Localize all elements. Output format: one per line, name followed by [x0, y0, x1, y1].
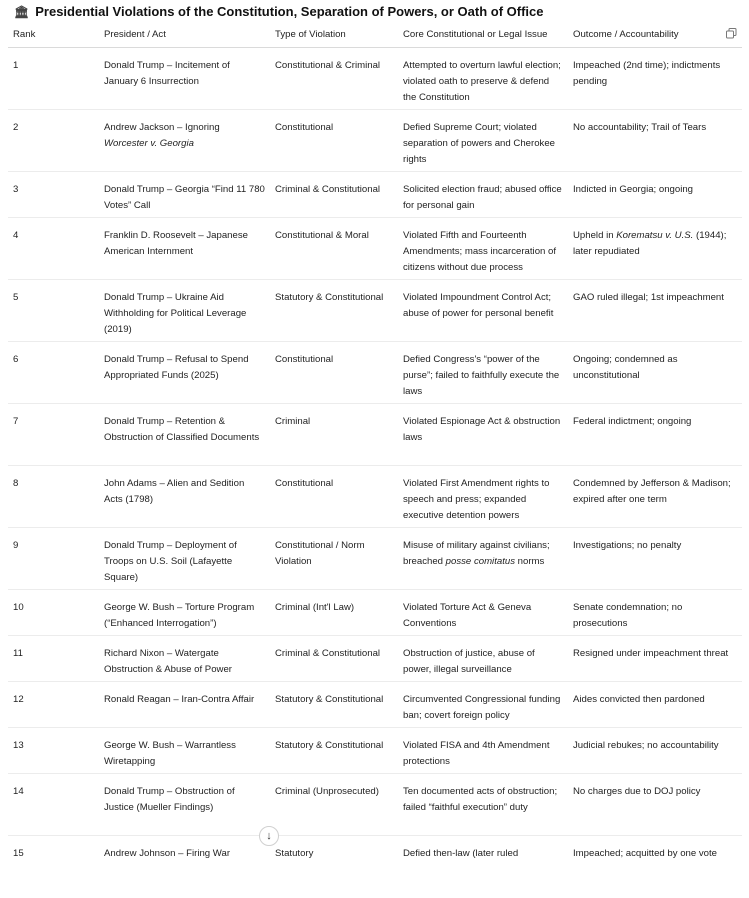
cell-rank: 15	[13, 848, 24, 859]
arrow-down-icon: ↓	[266, 830, 272, 842]
table-title-text: Presidential Violations of the Constitution, Separation of Powers, or Oath of Office	[35, 4, 544, 19]
table-row	[8, 48, 742, 110]
cell-president: Franklin D. Roosevelt – Japanese American Internment	[99, 218, 270, 280]
cell-rank: 12	[8, 682, 99, 728]
table-row	[8, 682, 742, 728]
scroll-down-button[interactable]	[259, 826, 279, 846]
cell-rank: 8	[8, 466, 99, 528]
cell-rank: 5	[8, 280, 99, 342]
cell-president: George W. Bush – Torture Program (“Enhanced Interrogation”)	[99, 590, 270, 636]
cell-type: Criminal	[270, 404, 398, 466]
cell-outcome: Impeached; acquitted by one vote	[573, 848, 718, 859]
table-row	[8, 404, 742, 466]
table-row	[8, 774, 742, 836]
cell-rank: 13	[8, 728, 99, 774]
cell-rank: 11	[8, 636, 99, 682]
cell-president: Donald Trump – Obstruction of Justice (Mueller Findings)	[99, 774, 270, 836]
cell-outcome: Ongoing; condemned as unconstitutional	[568, 342, 742, 404]
legal-term: posse comitatus	[445, 556, 515, 567]
cell-core: Defied Supreme Court; violated separation of powers and Cherokee rights	[398, 110, 568, 172]
table-header-row	[8, 25, 742, 48]
cell-outcome-text: (1944); later repudiated	[573, 230, 727, 257]
cell-rank: 3	[8, 172, 99, 218]
cell-outcome: Aides convicted then pardoned	[568, 682, 742, 728]
cell-type: Statutory & Constitutional	[270, 682, 398, 728]
cell-rank: 4	[8, 218, 99, 280]
cell-president: John Adams – Alien and Sedition Acts (1798)	[99, 466, 270, 528]
header-rank: Rank	[8, 25, 99, 48]
cell-outcome: Resigned under impeachment threat	[568, 636, 742, 682]
table-row	[8, 728, 742, 774]
cell-type: Constitutional	[270, 110, 398, 172]
cell-type: Constitutional / Norm Violation	[270, 528, 398, 590]
cell-core: Solicited election fraud; abused office for personal gain	[398, 172, 568, 218]
cell-rank: 7	[8, 404, 99, 466]
cell-president: Donald Trump – Refusal to Spend Appropriated Funds (2025)	[99, 342, 270, 404]
cell-core: Obstruction of justice, abuse of power, illegal surveillance	[398, 636, 568, 682]
cell-outcome: Investigations; no penalty	[568, 528, 742, 590]
cell-outcome-text: Upheld in	[573, 230, 617, 241]
cell-rank: 14	[8, 774, 99, 836]
table-title	[14, 4, 544, 19]
cell-type: Statutory & Constitutional	[270, 280, 398, 342]
cell-president: George W. Bush – Warrantless Wiretapping	[99, 728, 270, 774]
cell-president: Donald Trump – Georgia “Find 11 780 Votes” Call	[99, 172, 270, 218]
cell-president: Donald Trump – Ukraine Aid Withholding for Political Leverage (2019)	[99, 280, 270, 342]
table-row	[8, 172, 742, 218]
cell-type: Statutory & Constitutional	[270, 728, 398, 774]
cell-type: Statutory	[275, 848, 314, 859]
cell-rank: 10	[8, 590, 99, 636]
cell-president: Andrew Johnson – Firing War	[104, 848, 231, 859]
cell-type: Criminal & Constitutional	[270, 636, 398, 682]
classical-building-icon: 🏛	[14, 4, 30, 19]
cell-outcome: GAO ruled illegal; 1st impeachment	[568, 280, 742, 342]
header-type: Type of Violation	[270, 25, 398, 48]
cell-type: Criminal (Int'l Law)	[270, 590, 398, 636]
cell-type: Constitutional & Criminal	[270, 48, 398, 110]
cell-president: Ronald Reagan – Iran-Contra Affair	[99, 682, 270, 728]
cell-core-text: Misuse of military against civilians; breached	[403, 540, 550, 567]
cell-core: Violated Fifth and Fourteenth Amendments; mass incarceration of citizens without due process	[398, 218, 568, 280]
cell-rank: 1	[8, 48, 99, 110]
cell-president: Donald Trump – Incitement of January 6 Insurrection	[99, 48, 270, 110]
cell-type: Constitutional	[270, 342, 398, 404]
cell-outcome: No charges due to DOJ policy	[568, 774, 742, 836]
cell-type: Constitutional	[270, 466, 398, 528]
cell-rank: 2	[8, 110, 99, 172]
table-row	[8, 110, 742, 172]
cell-core-text: norms	[515, 556, 545, 567]
cell-outcome	[568, 218, 742, 280]
cell-president: Richard Nixon – Watergate Obstruction & Abuse of Power	[99, 636, 270, 682]
cell-outcome: Senate condemnation; no prosecutions	[568, 590, 742, 636]
cell-president: Donald Trump – Deployment of Troops on U.S. Soil (Lafayette Square)	[99, 528, 270, 590]
table-row	[8, 528, 742, 590]
cell-outcome: Impeached (2nd time); indictments pending	[568, 48, 742, 110]
cell-outcome: Judicial rebukes; no accountability	[568, 728, 742, 774]
cell-rank: 6	[8, 342, 99, 404]
table-row	[8, 218, 742, 280]
cell-core: Violated Espionage Act & obstruction laws	[398, 404, 568, 466]
cell-core: Violated Torture Act & Geneva Conventions	[398, 590, 568, 636]
cell-core: Violated Impoundment Control Act; abuse of power for personal benefit	[398, 280, 568, 342]
cell-core: Violated First Amendment rights to speech and press; expanded executive detention powers	[398, 466, 568, 528]
table-row	[8, 836, 742, 898]
cell-type: Constitutional & Moral	[270, 218, 398, 280]
cell-outcome: Condemned by Jefferson & Madison; expired after one term	[568, 466, 742, 528]
table-row	[8, 342, 742, 404]
cell-core: Ten documented acts of obstruction; failed “faithful execution” duty	[398, 774, 568, 836]
cell-outcome: No accountability; Trail of Tears	[568, 110, 742, 172]
header-core: Core Constitutional or Legal Issue	[398, 25, 568, 48]
cell-core: Defied Congress's “power of the purse”; failed to faithfully execute the laws	[398, 342, 568, 404]
cell-core: Circumvented Congressional funding ban; covert foreign policy	[398, 682, 568, 728]
cell-core: Attempted to overturn lawful election; violated oath to preserve & defend the Constitution	[398, 48, 568, 110]
case-name: Korematsu v. U.S.	[616, 230, 694, 241]
header-outcome: Outcome / Accountability	[568, 25, 742, 48]
cell-outcome: Federal indictment; ongoing	[568, 404, 742, 466]
cell-type: Criminal (Unprosecuted)	[270, 774, 398, 836]
cell-core: Defied then-law (later ruled	[403, 848, 519, 859]
table-row	[8, 280, 742, 342]
table-row	[8, 466, 742, 528]
violations-table	[8, 25, 742, 898]
cell-core: Violated FISA and 4th Amendment protections	[398, 728, 568, 774]
cell-type: Criminal & Constitutional	[270, 172, 398, 218]
cell-president: Donald Trump – Retention & Obstruction of Classified Documents	[99, 404, 270, 466]
table-row	[8, 636, 742, 682]
case-name: Worcester v. Georgia	[104, 138, 194, 149]
cell-core	[398, 528, 568, 590]
cell-president	[99, 110, 270, 172]
header-president: President / Act	[99, 25, 270, 48]
table-row	[8, 590, 742, 636]
cell-rank: 9	[8, 528, 99, 590]
cell-outcome: Indicted in Georgia; ongoing	[568, 172, 742, 218]
cell-president-text: Andrew Jackson – Ignoring	[104, 122, 220, 133]
